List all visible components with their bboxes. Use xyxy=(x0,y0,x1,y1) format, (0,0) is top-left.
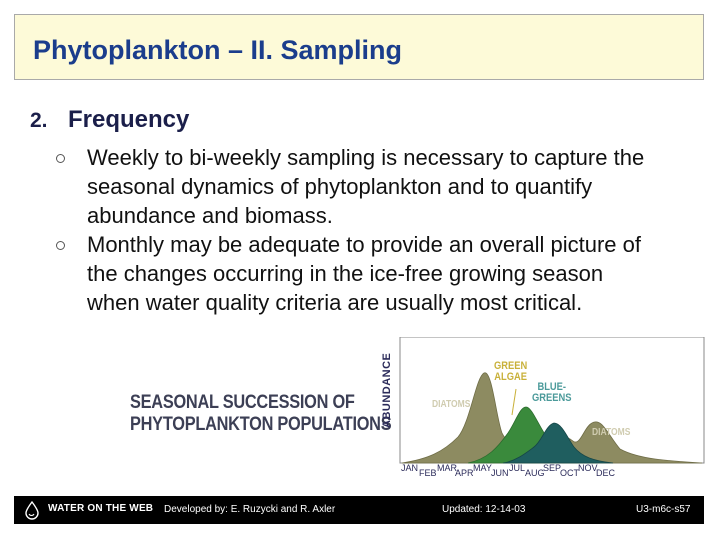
month-label: JAN xyxy=(401,463,419,473)
month-label: OCT xyxy=(560,468,579,478)
bullet-list xyxy=(56,143,656,317)
figure-caption xyxy=(130,392,392,436)
month-label: JUL xyxy=(509,463,526,473)
footer-developed-by: Developed by: E. Ruzycki and R. Axler xyxy=(164,504,336,515)
diatoms-label-left: DIATOMS xyxy=(432,399,471,410)
bullet-text: Weekly to bi-weekly sampling is necessary to capture the seasonal dynamics of phytoplankton and to quantify abundance and biomass. xyxy=(87,145,645,228)
month-label: SEP xyxy=(543,463,562,473)
bullet-item xyxy=(56,230,656,317)
succession-figure xyxy=(398,337,718,485)
bullet-text: Monthly may be adequate to provide an overall picture of the changes occurring in the ice-free growing season when water quality criteria are usually most critical. xyxy=(87,232,641,315)
figure-caption-line: PHYTOPLANKTON POPULATIONS xyxy=(130,414,392,435)
heading-number: 2. xyxy=(30,109,48,132)
month-label: AUG xyxy=(525,468,545,478)
slide-title: Phytoplankton – II. Sampling xyxy=(33,35,403,65)
blue-greens-label: BLUE- GREENS xyxy=(532,381,572,404)
month-label: MAY xyxy=(473,463,492,473)
month-label: JUN xyxy=(491,468,509,478)
footer-slide-code: U3-m6c-s57 xyxy=(636,504,691,515)
month-label: MAR xyxy=(437,463,457,473)
green-algae-label: GREEN ALGAE xyxy=(494,360,528,383)
month-label: NOV xyxy=(578,463,598,473)
title-banner xyxy=(14,14,704,80)
water-drop-logo-icon xyxy=(22,500,42,520)
bullet-icon xyxy=(56,241,65,250)
month-label: DEC xyxy=(596,468,616,478)
footer-updated: Updated: 12-14-03 xyxy=(442,504,526,515)
section-heading xyxy=(30,106,189,134)
y-axis-label: ABUNDANCE xyxy=(381,352,393,428)
diatoms-label-right: DIATOMS xyxy=(592,427,631,438)
month-label: FEB xyxy=(419,468,437,478)
bullet-item xyxy=(56,143,656,230)
footer-bar xyxy=(14,496,704,524)
month-label: APR xyxy=(455,468,474,478)
figure-caption-line: SEASONAL SUCCESSION OF xyxy=(130,392,355,413)
heading-text: Frequency xyxy=(68,106,190,133)
bullet-icon xyxy=(56,154,65,163)
footer-logo-text: WATER ON THE WEB xyxy=(48,503,154,514)
